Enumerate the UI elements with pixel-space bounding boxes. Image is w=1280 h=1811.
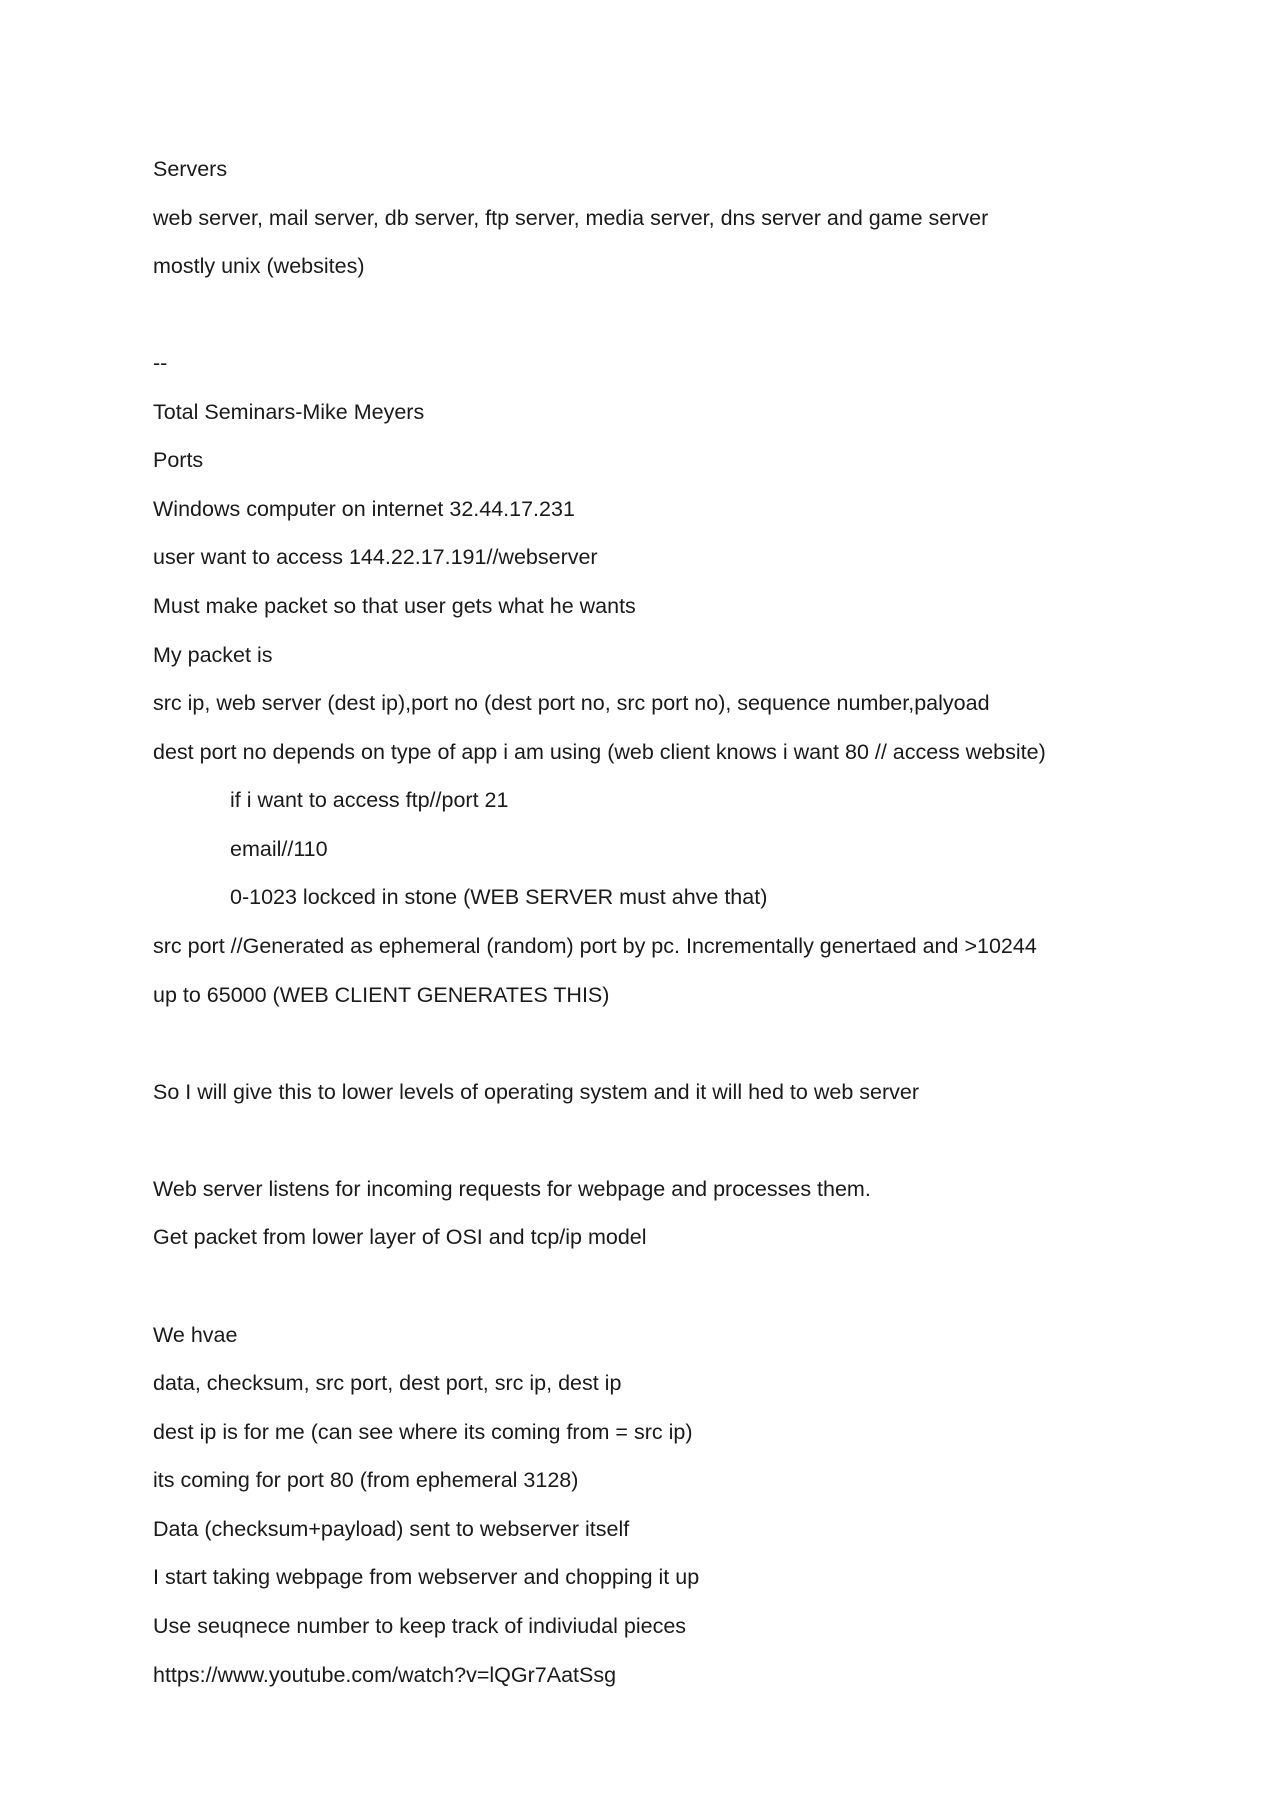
text-line: Data (checksum+payload) sent to webserver itself	[153, 1517, 630, 1541]
text-line-indented: 0-1023 lockced in stone (WEB SERVER must ahve that)	[230, 885, 768, 909]
text-line: web server, mail server, db server, ftp server, media server, dns server and game server	[153, 206, 989, 230]
text-line: Must make packet so that user gets what he wants	[153, 594, 636, 618]
text-line: So I will give this to lower levels of operating system and it will hed to web server	[153, 1080, 919, 1104]
text-line: user want to access 144.22.17.191//webserver	[153, 545, 598, 569]
text-line: mostly unix (websites)	[153, 254, 365, 278]
text-line: Total Seminars-Mike Meyers	[153, 400, 425, 424]
text-line: I start taking webpage from webserver and chopping it up	[153, 1565, 700, 1589]
text-line: Windows computer on internet 32.44.17.231	[153, 497, 575, 521]
text-line: We hvae	[153, 1323, 238, 1347]
text-line: Get packet from lower layer of OSI and tcp/ip model	[153, 1225, 647, 1249]
text-line: dest port no depends on type of app i am using (web client knows i want 80 // access website)	[153, 740, 1046, 764]
text-line: Servers	[153, 157, 228, 181]
text-line-indented: if i want to access ftp//port 21	[230, 788, 509, 812]
text-line: data, checksum, src port, dest port, src ip, dest ip	[153, 1371, 622, 1395]
text-line: its coming for port 80 (from ephemeral 3128)	[153, 1468, 579, 1492]
text-line: --	[153, 351, 168, 375]
text-line: dest ip is for me (can see where its coming from = src ip)	[153, 1420, 693, 1444]
text-line: Web server listens for incoming requests for webpage and processes them.	[153, 1177, 871, 1201]
text-line: up to 65000 (WEB CLIENT GENERATES THIS)	[153, 983, 610, 1007]
text-line: src port //Generated as ephemeral (random) port by pc. Incrementally genertaed and >10244	[153, 934, 1037, 958]
youtube-link[interactable]: https://www.youtube.com/watch?v=lQGr7AatSsg	[153, 1663, 617, 1687]
text-line-indented: email//110	[230, 837, 328, 861]
text-line: My packet is	[153, 643, 273, 667]
text-line: src ip, web server (dest ip),port no (dest port no, src port no), sequence number,palyoad	[153, 691, 990, 715]
text-line: Use seuqnece number to keep track of indiviudal pieces	[153, 1614, 687, 1638]
text-line: Ports	[153, 448, 204, 472]
